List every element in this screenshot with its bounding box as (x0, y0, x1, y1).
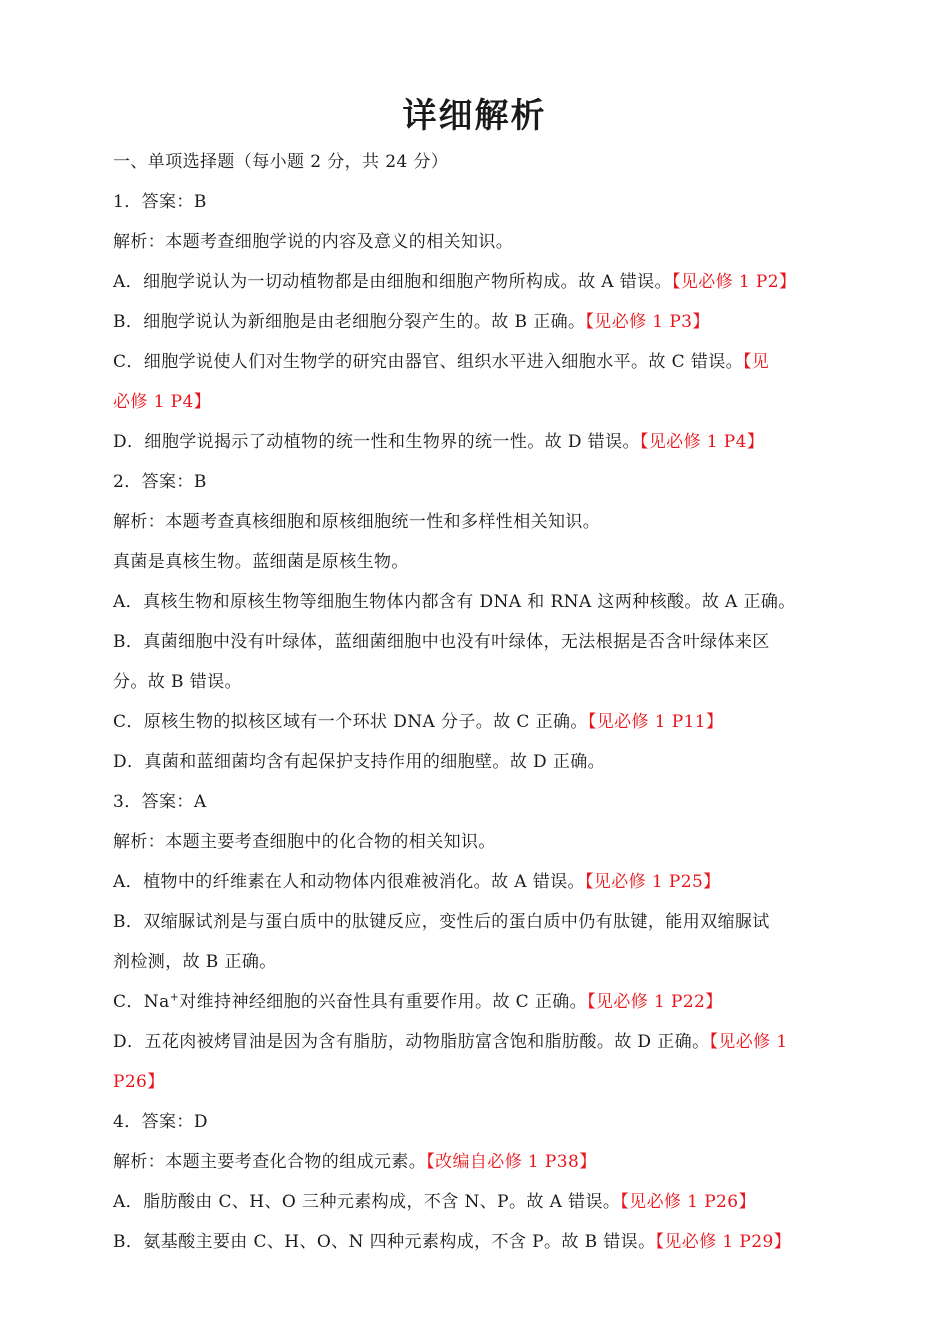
explanation-line (113, 1222, 842, 1262)
textbook-reference: 【见必修 1 P29】 (655, 1232, 792, 1252)
explanation-line (113, 862, 842, 902)
document-body (113, 182, 842, 1262)
textbook-reference: 【见必修 1 P25】 (584, 872, 721, 892)
explanation-line (113, 1182, 842, 1222)
explanation-line-continued (113, 382, 842, 422)
line-text: C．原核生物的拟核区域有一个环状 DNA 分子。故 C 正确。 (113, 712, 588, 732)
explanation-line (113, 262, 842, 302)
line-text: 解析：本题主要考查化合物的组成元素。 (113, 1152, 427, 1172)
answer-line: 2．答案：B (113, 472, 207, 492)
explanation-line (113, 742, 842, 782)
line-text: B．氨基酸主要由 C、H、O、N 四种元素构成，不含 P。故 B 错误。 (113, 1232, 656, 1252)
line-text: 解析：本题考查细胞学说的内容及意义的相关知识。 (113, 232, 514, 252)
line-text: D．细胞学说揭示了动植物的统一性和生物界的统一性。故 D 错误。 (113, 432, 640, 452)
answer-line: 1．答案：B (113, 192, 207, 212)
explanation-line (113, 622, 842, 662)
textbook-reference: 【见必修 1 P26】 (620, 1192, 756, 1212)
line-text: B．真菌细胞中没有叶绿体，蓝细菌细胞中也没有叶绿体，无法根据是否含叶绿体来区 (113, 632, 770, 652)
explanation-line-continued (113, 1062, 842, 1102)
explanation-line (113, 1022, 842, 1062)
answer-line: 3．答案：A (113, 792, 207, 812)
line-text: B．双缩脲试剂是与蛋白质中的肽键反应，变性后的蛋白质中仍有肽键，能用双缩脲试 (113, 912, 770, 932)
line-text: 对维持神经细胞的兴奋性具有重要作用。故 C 正确。 (179, 992, 588, 1012)
explanation-line (113, 222, 842, 262)
textbook-reference: 【见必修 1 (709, 1032, 788, 1052)
line-text: 真菌是真核生物。蓝细菌是原核生物。 (113, 552, 409, 572)
line-text: C．细胞学说使人们对生物学的研究由器官、组织水平进入细胞水平。故 C 错误。 (113, 352, 744, 372)
explanation-line (113, 1142, 842, 1182)
explanation-line (113, 422, 842, 462)
explanation-line (113, 502, 842, 542)
textbook-reference: 【见必修 1 P22】 (587, 992, 723, 1012)
explanation-line-continued (113, 662, 842, 702)
textbook-reference: 【改编自必修 1 P38】 (426, 1152, 597, 1172)
textbook-reference: 【见必修 1 P2】 (671, 272, 797, 292)
explanation-line (113, 542, 842, 582)
textbook-reference: 【见必修 1 P3】 (585, 312, 710, 332)
line-text: A．真核生物和原核生物等细胞生物体内都含有 DNA 和 RNA 这两种核酸。故 A 正确。 (113, 592, 796, 612)
explanation-line (113, 982, 842, 1022)
explanation-line (113, 582, 842, 622)
textbook-reference: 必修 1 P4】 (113, 392, 212, 412)
line-text: A．植物中的纤维素在人和动物体内很难被消化。故 A 错误。 (113, 872, 585, 892)
textbook-reference: 【见 (743, 352, 770, 372)
line-prefix: C．Na (113, 992, 170, 1012)
line-text: 剂检测，故 B 正确。 (113, 952, 277, 972)
line-text: 分。故 B 错误。 (113, 672, 242, 692)
ion-charge: + (169, 990, 180, 1004)
explanation-line-continued (113, 942, 842, 982)
line-text: D．真菌和蓝细菌均含有起保护支持作用的细胞壁。故 D 正确。 (113, 752, 606, 772)
textbook-reference: P26】 (113, 1072, 165, 1092)
textbook-reference: 【见必修 1 P4】 (639, 432, 765, 452)
line-text: A．细胞学说认为一切动植物都是由细胞和细胞产物所构成。故 A 错误。 (113, 272, 672, 292)
line-text: A．脂肪酸由 C、H、O 三种元素构成，不含 N、P。故 A 错误。 (113, 1192, 621, 1212)
textbook-reference: 【见必修 1 P11】 (587, 712, 724, 732)
answer-line: 4．答案：D (113, 1112, 208, 1132)
explanation-line (113, 702, 842, 742)
line-text: 解析：本题主要考查细胞中的化合物的相关知识。 (113, 832, 496, 852)
explanation-line (113, 302, 842, 342)
line-text: D．五花肉被烤冒油是因为含有脂肪，动物脂肪富含饱和脂肪酸。故 D 正确。 (113, 1032, 710, 1052)
line-text: B．细胞学说认为新细胞是由老细胞分裂产生的。故 B 正确。 (113, 312, 586, 332)
explanation-line (113, 342, 842, 382)
explanation-line (113, 822, 842, 862)
page-title: 详细解析 (402, 96, 547, 136)
explanation-line (113, 902, 842, 942)
line-text: 解析：本题考查真核细胞和原核细胞统一性和多样性相关知识。 (113, 512, 601, 532)
section-heading: 一、单项选择题（每小题 2 分，共 24 分） (113, 152, 449, 172)
